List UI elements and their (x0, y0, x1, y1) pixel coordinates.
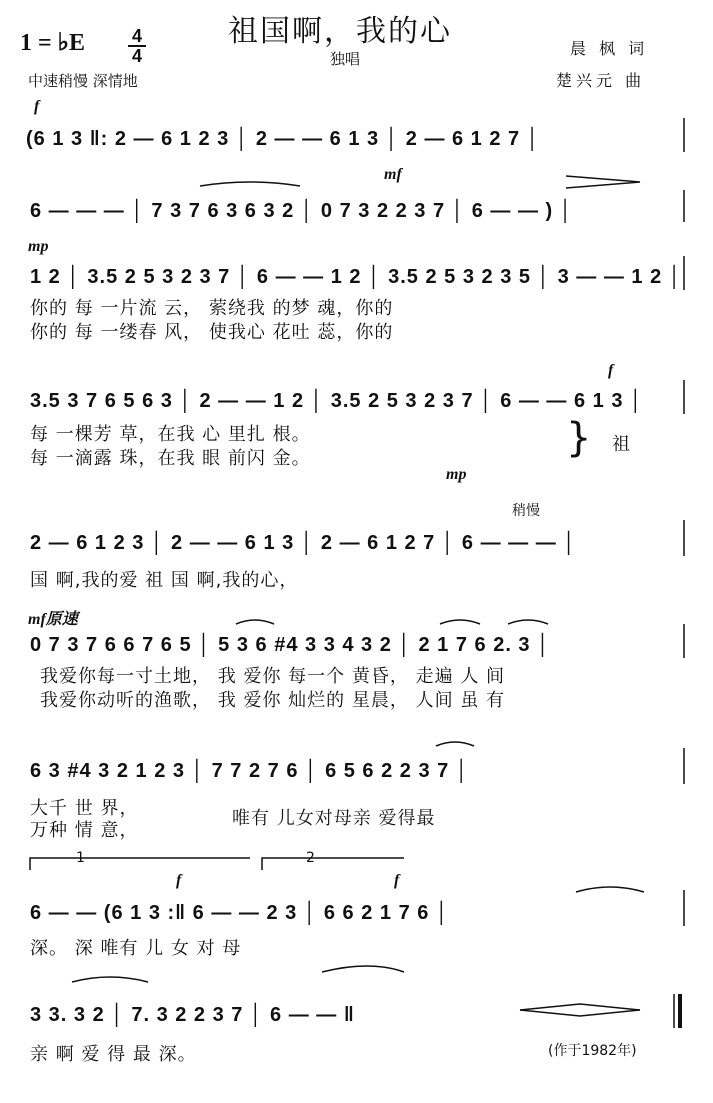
notation-line: 3 3. 3 2 │ 7. 3 2 2 3 7 │ 6 — — ‖ (30, 1004, 355, 1026)
slur (322, 966, 404, 972)
song-subtitle: 独唱 (330, 50, 361, 68)
meter-top: 4 (131, 26, 142, 46)
key-signature: 1 = ♭E (20, 30, 86, 56)
lyrics-verse-1: 深。 深 唯有 儿 女 对 母 (30, 938, 242, 959)
composer-credit: 楚兴元 曲 (556, 71, 646, 90)
slur (508, 620, 548, 624)
tempo-marking: 中速稍慢 深情地 (28, 72, 138, 90)
slur (72, 977, 148, 982)
notation-line: (6 1 3 ‖: 2 — 6 1 2 3 │ 2 — — 6 1 3 │ 2 — 6 1 2 7 │ (26, 128, 541, 150)
crescendo-hairpin (520, 1004, 640, 1010)
dynamic-mark: mf原速 (28, 611, 78, 628)
lyrics-verse-2: 万种 情 意， (30, 820, 139, 841)
dynamic-mark: mp (28, 238, 49, 255)
dynamic-mark: f (176, 872, 182, 889)
crescendo-hairpin-2 (520, 1010, 640, 1016)
lyricist-credit: 晨 枫 词 (570, 39, 649, 58)
dynamic-mark: mf (384, 166, 402, 183)
tempo-change: 稍慢 (512, 503, 540, 519)
notation-line: 2 — 6 1 2 3 │ 2 — — 6 1 3 │ 2 — 6 1 2 7 │ 6 — — — │ (30, 532, 577, 554)
dynamic-mark: f (608, 362, 614, 379)
slur (576, 887, 644, 892)
slur (436, 742, 474, 746)
slur (440, 620, 480, 624)
lyrics-verse-1: 每 一棵芳 草，在我 心 里扎 根。 (30, 424, 311, 445)
volta-2-label: 2 (306, 850, 315, 866)
dynamic-mark: f (34, 98, 40, 115)
lyrics-verse-1: 国 啊,我的爱 祖 国 啊,我的心， (30, 570, 299, 591)
slur (236, 620, 274, 624)
notation-line: 3.5 3 7 6 5 6 3 │ 2 — — 1 2 │ 3.5 2 5 3 2 3 7 │ 6 — — 6 1 3 │ (30, 390, 644, 412)
volta-2-bracket (262, 858, 404, 870)
volta-1-bracket (30, 858, 250, 870)
meter-bottom: 4 (131, 46, 142, 66)
lyrics-verse-1: 我爱你每一寸土地， 我 爱你 每一个 黄昏， 走遍 人 间 (40, 666, 506, 687)
notation-line: 6 3 #4 3 2 1 2 3 │ 7 7 2 7 6 │ 6 5 6 2 2 3 7 │ (30, 760, 470, 782)
lyrics-continuation: 祖 (612, 434, 631, 455)
lyrics-verse-2: 你的 每 一缕春 风， 使我心 花吐 蕊，你的 (30, 322, 394, 343)
decrescendo-hairpin (566, 176, 640, 188)
notation-line: 6 — — (6 1 3 :‖ 6 — — 2 3 │ 6 6 2 1 7 6 │ (30, 902, 450, 924)
lyrics-verse-1: 亲 啊 爱 得 最 深。 (30, 1044, 197, 1065)
lyrics-verse-2: 每 一滴露 珠，在我 眼 前闪 金。 (30, 448, 311, 469)
dynamic-mark-2: f (394, 872, 400, 889)
dynamic-mark: mp (446, 466, 467, 483)
notation-line: 0 7 3 7 6 6 7 6 5 │ 5 3 6 #4 3 3 4 3 2 │ 2 1 7 6 2. 3 │ (30, 634, 551, 656)
lyrics-verse-2: 我爱你动听的渔歌， 我 爱你 灿烂的 星晨， 人间 虽 有 (40, 690, 506, 711)
volta-1-label: 1 (76, 850, 85, 866)
composition-date: (作于1982年) (548, 1043, 637, 1059)
lyrics-verse-1: 你的 每 一片流 云， 萦绕我 的梦 魂，你的 (30, 298, 394, 319)
notation-line: 1 2 │ 3.5 2 5 3 2 3 7 │ 6 — — 1 2 │ 3.5 2 5 3 2 3 5 │ 3 — — 1 2 │ (30, 266, 683, 288)
lyrics-shared: 唯有 儿女对母亲 爱得最 (232, 808, 436, 829)
brace-symbol: } (566, 415, 593, 461)
slur (200, 182, 300, 186)
notation-line: 6 — — — │ 7 3 7 6 3 6 3 2 │ 0 7 3 2 2 3 7 │ 6 — — ) │ (30, 200, 574, 222)
song-title: 祖国啊，我的心 (228, 14, 452, 49)
lyrics-verse-1: 大千 世 界， (30, 798, 139, 819)
